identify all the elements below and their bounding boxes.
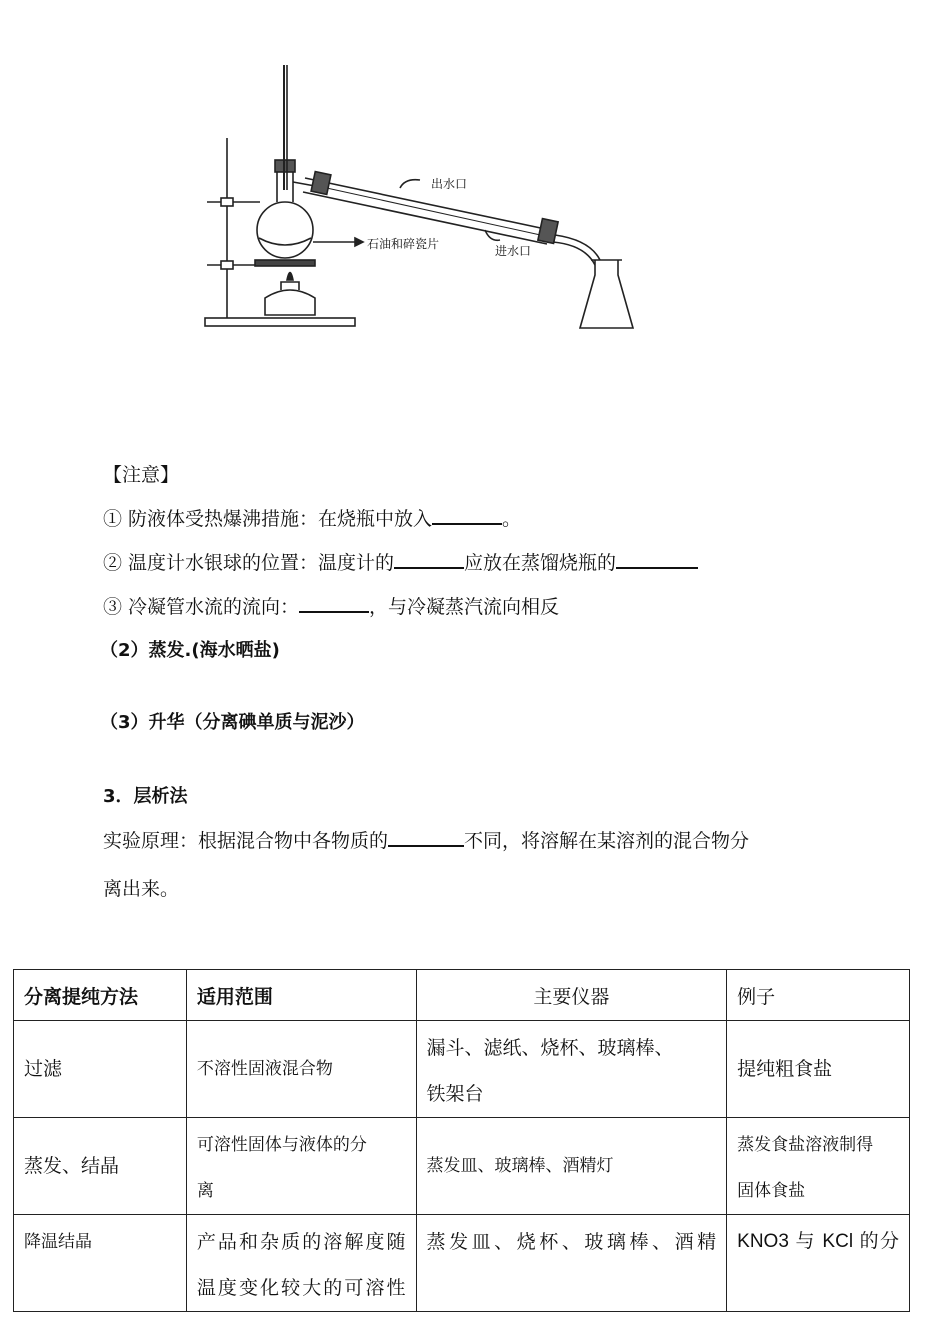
distilling-flask	[257, 202, 313, 258]
distillation-apparatus-figure	[195, 60, 645, 340]
table-row	[14, 1021, 910, 1118]
table-cell-instruments: 蒸发皿、玻璃棒、酒精灯	[416, 1118, 727, 1215]
table-cell-method: 过滤	[14, 1021, 187, 1118]
stand-base	[205, 318, 355, 326]
table-cell-example: KNO3 与 KCl 的分	[727, 1215, 910, 1312]
table-cell-scope: 不溶性固液混合物	[186, 1021, 416, 1118]
table-header-cell: 分离提纯方法	[14, 970, 187, 1021]
table-header-row	[14, 970, 910, 1021]
separation-methods-table	[13, 969, 910, 1312]
table-cell-method: 蒸发、结晶	[14, 1118, 187, 1215]
note-item-1: ① 防液体受热爆沸措施：在烧瓶中放入 。	[103, 504, 521, 531]
table-cell-scope: 产品和杂质的溶解度随 温度变化较大的可溶性	[186, 1215, 416, 1312]
section-sublimation: （3）升华（分离碘单质与泥沙）	[100, 712, 365, 733]
figure-label-inlet: 进水口	[495, 244, 532, 258]
section-chromatography-title: 3．层析法	[103, 786, 188, 807]
fill-blank	[299, 593, 369, 613]
table-header-cell: 适用范围	[186, 970, 416, 1021]
section-evaporation: （2）蒸发.(海水晒盐)	[100, 640, 280, 661]
table-cell-instruments: 蒸发皿、烧杯、玻璃棒、酒精	[416, 1215, 727, 1312]
chromatography-principle-cont: 离出来。	[103, 878, 180, 900]
table-cell-example: 蒸发食盐溶液制得 固体食盐	[727, 1118, 910, 1215]
chromatography-principle: 实验原理：根据混合物中各物质的 不同，将溶解在某溶剂的混合物分	[103, 826, 749, 853]
table-cell-scope: 可溶性固体与液体的分 离	[186, 1118, 416, 1215]
note-item-2: ② 温度计水银球的位置：温度计的 应放在蒸馏烧瓶的	[103, 548, 698, 575]
figure-label-chips: 石油和碎瓷片	[367, 237, 440, 251]
table-header-cell: 主要仪器	[416, 970, 727, 1021]
fill-blank	[616, 549, 698, 569]
fill-blank	[394, 549, 464, 569]
fill-blank	[388, 827, 464, 847]
table-cell-example: 提纯粗食盐	[727, 1021, 910, 1118]
table-row	[14, 1118, 910, 1215]
receiving-flask	[580, 260, 633, 328]
fill-blank	[432, 505, 502, 525]
table-cell-instruments: 漏斗、滤纸、烧杯、玻璃棒、 铁架台	[416, 1021, 727, 1118]
table-row	[14, 1215, 910, 1312]
notes-heading: 【注意】	[103, 464, 180, 486]
figure-label-outlet: 出水口	[431, 177, 468, 191]
table-cell-method: 降温结晶	[14, 1215, 187, 1312]
table-header-cell: 例子	[727, 970, 910, 1021]
note-item-3: ③ 冷凝管水流的流向： ，与冷凝蒸汽流向相反	[103, 592, 559, 619]
